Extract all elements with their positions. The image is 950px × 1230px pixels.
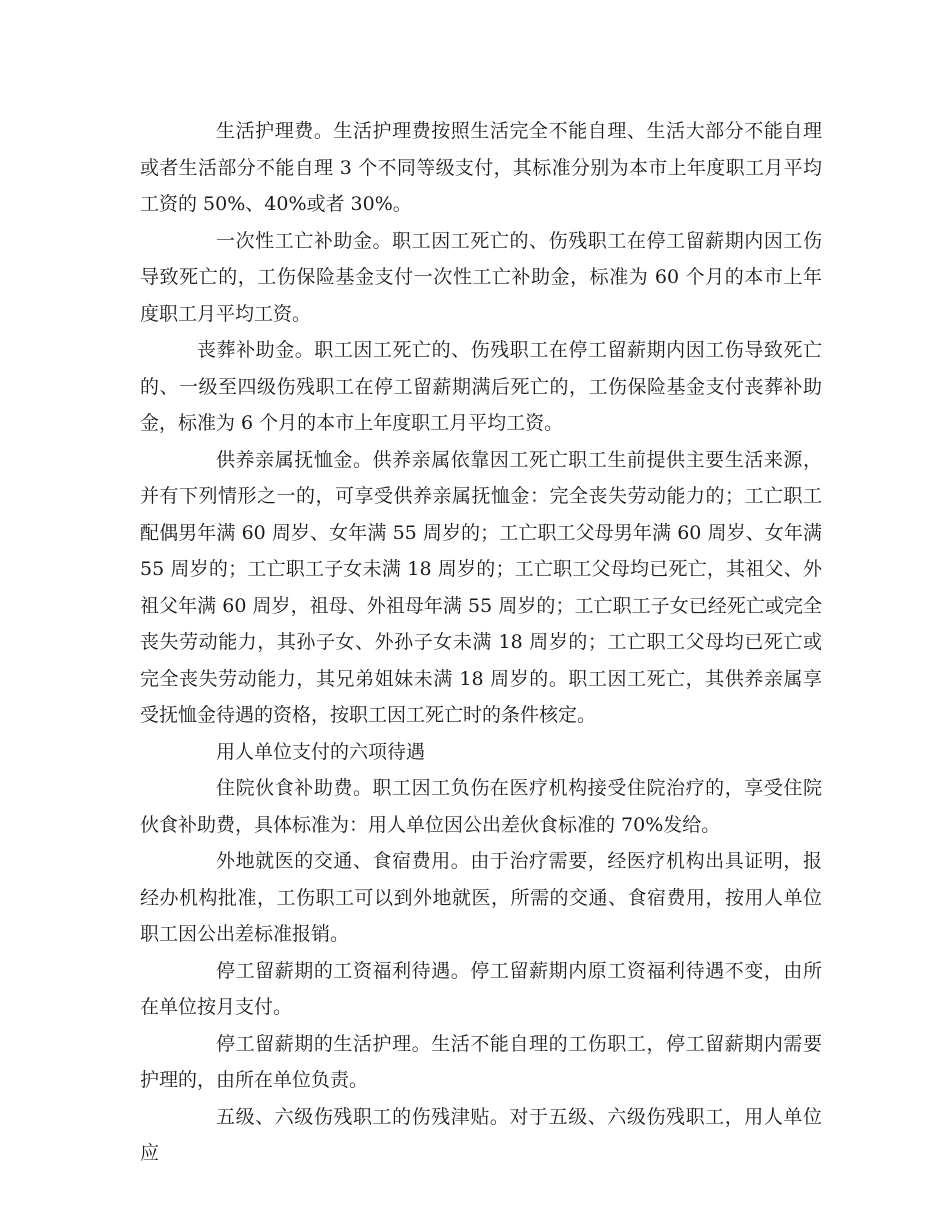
paragraph-nursing-care: 停工留薪期的生活护理。生活不能自理的工伤职工，停工留薪期内需要护理的，由所在单位负责。	[140, 1032, 822, 1091]
paragraph-nursing-fee: 生活护理费。生活护理费按照生活完全不能自理、生活大部分不能自理或者生活部分不能自理 3 个不同等级支付，其标准分别为本市上年度职工月平均工资的 50%、40%或者 30%。	[140, 120, 822, 215]
section-heading-employer-benefits: 用人单位支付的六项待遇	[216, 740, 426, 763]
paragraph-death-subsidy: 一次性工亡补助金。职工因工死亡的、伤残职工在停工留薪期内因工伤导致死亡的，工伤保险基金支付一次性工亡补助金，标准为 60 个月的本市上年度职工月平均工资。	[140, 229, 822, 325]
paragraph-wage-benefits: 停工留薪期的工资福利待遇。停工留薪期内原工资福利待遇不变，由所在单位按月支付。	[140, 959, 822, 1018]
document-page	[140, 113, 822, 1172]
paragraph-meal-subsidy: 住院伙食补助费。职工因工负伤在医疗机构接受住院治疗的，享受住院伙食补助费，具体标准为：用人单位因公出差伙食标准的 70%发给。	[140, 777, 822, 836]
paragraph-disability-allowance: 五级、六级伤残职工的伤残津贴。对于五级、六级伤残职工，用人单位应	[140, 1105, 822, 1164]
paragraph-dependent-pension: 供养亲属抚恤金。供养亲属依靠因工死亡职工生前提供主要生活来源，并有下列情形之一的，可享受供养亲属抚恤金：完全丧失劳动能力的；工亡职工配偶男年满 60 周岁、女年满 55 周岁的；工亡职工父母男年满 60 周岁、女年满 55 周岁的；工亡职工子女未满 18 周岁的；工亡职工父母均已死亡，其祖父、外祖父年满 60 周岁，祖母、外祖母年满 55 周岁的；工亡职工子女已经死亡或完全丧失劳动能力，其孙子女、外孙子女未满 18 周岁的；工亡职工父母均已死亡或完全丧失劳动能力，其兄弟姐妹未满 18 周岁的。职工因工死亡，其供养亲属享受抚恤金待遇的资格，按职工因工死亡时的条件核定。	[140, 448, 822, 726]
paragraph-remote-treatment: 外地就医的交通、食宿费用。由于治疗需要，经医疗机构出具证明，报经办机构批准，工伤职工可以到外地就医，所需的交通、食宿费用，按用人单位职工因公出差标准报销。	[140, 850, 822, 945]
paragraph-funeral-subsidy: 丧葬补助金。职工因工死亡的、伤残职工在停工留薪期内因工伤导致死亡的、一级至四级伤残职工在停工留薪期满后死亡的，工伤保险基金支付丧葬补助金，标准为 6 个月的本市上年度职工月平均工资。	[140, 339, 822, 434]
